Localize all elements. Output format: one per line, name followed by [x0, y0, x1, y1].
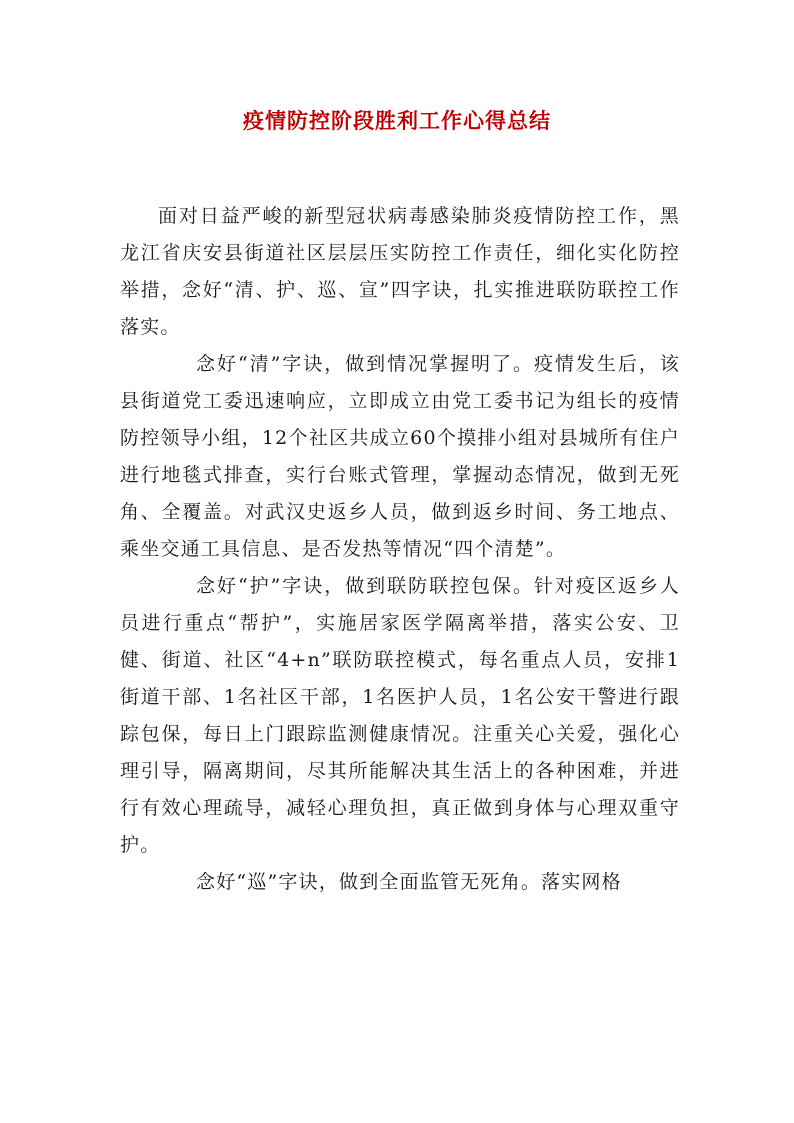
document-title: 疫情防控阶段胜利工作心得总结 — [243, 108, 551, 133]
paragraph-hu: 念好“护”字诀，做到联防联控包保。针对疫区返乡人员进行重点“帮护”，实施居家医学隔离举措，落实公安、卫健、街道、社区“4+n”联防联控模式，每名重点人员，安排1街道干部、1名社区干部，1名医护人员，1名公安干警进行跟踪包保，每日上门跟踪监测健康情况。注重关心关爱，强化心理引导，隔离期间，尽其所能解决其生活上的各种困难，并进行有效心理疏导，减轻心理负担，真正做到身体与心理双重守护。 — [120, 575, 680, 856]
document-body — [120, 198, 680, 901]
paragraph-intro: 面对日益严峻的新型冠状病毒感染肺炎疫情防控工作，黑龙江省庆安县街道社区层层压实防控工作责任，细化实化防控举措，念好“清、护、巡、宣”四字诀，扎实推进联防联控工作落实。 — [120, 205, 680, 338]
paragraph-qing: 念好“清”字诀，做到情况掌握明了。疫情发生后，该县街道党工委迅速响应，立即成立由党工委书记为组长的疫情防控领导小组，12个社区共成立60个摸排小组对县城所有住户进行地毯式排查，实行台账式管理，掌握动态情况，做到无死角、全覆盖。对武汉史返乡人员，做到返乡时间、务工地点、乘坐交通工具信息、是否发热等情况“四个清楚”。 — [120, 353, 680, 560]
paragraph-xun: 念好“巡”字诀，做到全面监管无死角。落实网格 — [196, 871, 622, 893]
